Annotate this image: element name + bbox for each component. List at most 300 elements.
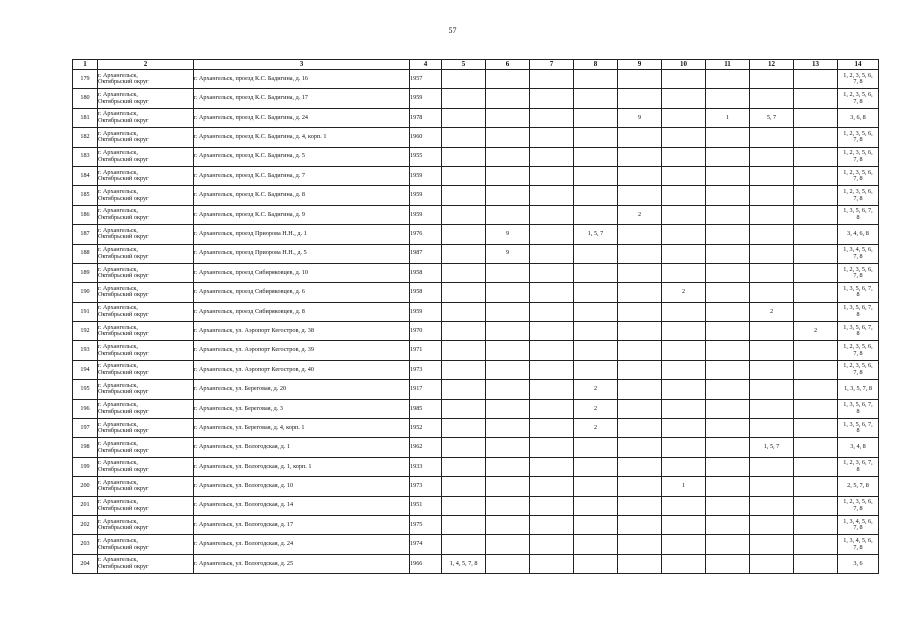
col10-cell: [662, 70, 706, 89]
year-cell: 1958: [410, 263, 442, 282]
col5-cell: [442, 360, 486, 379]
col11-cell: [706, 341, 750, 360]
col8-cell: 2: [574, 380, 618, 399]
district-cell: г. Архангельск, Октябрьский округ: [98, 554, 194, 573]
row-number: 204: [73, 554, 98, 573]
table-row: [73, 322, 879, 341]
table-row: [73, 128, 879, 147]
table-row: [73, 70, 879, 89]
col5-cell: [442, 477, 486, 496]
row-number: 181: [73, 108, 98, 127]
col5-cell: [442, 108, 486, 127]
col7-cell: [530, 419, 574, 438]
col11-cell: [706, 399, 750, 418]
row-number: 183: [73, 147, 98, 166]
col8-cell: [574, 186, 618, 205]
column-header-1: 1: [73, 60, 98, 70]
page-number: 57: [448, 26, 457, 35]
year-cell: 1973: [410, 360, 442, 379]
col10-cell: [662, 380, 706, 399]
col9-cell: [618, 399, 662, 418]
col7-cell: [530, 186, 574, 205]
col14-cell: 3, 4, 6, 8: [838, 225, 879, 244]
year-cell: 1976: [410, 225, 442, 244]
column-header-14: 14: [838, 60, 879, 70]
col6-cell: [486, 457, 530, 476]
row-number: 180: [73, 89, 98, 108]
district-cell: г. Архангельск, Октябрьский округ: [98, 380, 194, 399]
row-number: 196: [73, 399, 98, 418]
year-cell: 1951: [410, 496, 442, 515]
col13-cell: [794, 186, 838, 205]
address-cell: г. Архангельск, проезд К.С. Бадигина, д. 8: [194, 186, 410, 205]
col14-cell: 1, 3, 5, 6, 7, 8: [838, 302, 879, 321]
col5-cell: 1, 4, 5, 7, 8: [442, 554, 486, 573]
col6-cell: [486, 186, 530, 205]
column-header-8: 8: [574, 60, 618, 70]
district-cell: г. Архангельск, Октябрьский округ: [98, 70, 194, 89]
row-number: 199: [73, 457, 98, 476]
col8-cell: 1, 5, 7: [574, 225, 618, 244]
col5-cell: [442, 166, 486, 185]
table-row: [73, 302, 879, 321]
col8-cell: [574, 341, 618, 360]
col9-cell: [618, 322, 662, 341]
district-cell: г. Архангельск, Октябрьский округ: [98, 535, 194, 554]
table-row: [73, 419, 879, 438]
col7-cell: [530, 166, 574, 185]
col8-cell: [574, 554, 618, 573]
col5-cell: [442, 128, 486, 147]
col8-cell: 2: [574, 419, 618, 438]
col8-cell: [574, 108, 618, 127]
col6-cell: [486, 322, 530, 341]
col7-cell: [530, 496, 574, 515]
col13-cell: [794, 128, 838, 147]
col11-cell: [706, 535, 750, 554]
col12-cell: [750, 225, 794, 244]
row-number: 186: [73, 205, 98, 224]
table-row: [73, 166, 879, 185]
col7-cell: [530, 322, 574, 341]
col12-cell: [750, 341, 794, 360]
district-cell: г. Архангельск, Октябрьский округ: [98, 205, 194, 224]
district-cell: г. Архангельск, Октябрьский округ: [98, 399, 194, 418]
col9-cell: [618, 515, 662, 534]
district-cell: г. Архангельск, Октябрьский округ: [98, 341, 194, 360]
address-cell: г. Архангельск, проезд К.С. Бадигина, д. 16: [194, 70, 410, 89]
col6-cell: [486, 283, 530, 302]
col6-cell: [486, 399, 530, 418]
address-cell: г. Архангельск, проезд Приорова Н.Н., д. 5: [194, 244, 410, 263]
address-cell: г. Архангельск, проезд К.С. Бадигина, д. 5: [194, 147, 410, 166]
row-number: 187: [73, 225, 98, 244]
col12-cell: [750, 205, 794, 224]
col11-cell: [706, 322, 750, 341]
col10-cell: [662, 554, 706, 573]
row-number: 191: [73, 302, 98, 321]
col6-cell: 9: [486, 244, 530, 263]
district-cell: г. Архангельск, Октябрьский округ: [98, 166, 194, 185]
col12-cell: [750, 535, 794, 554]
address-cell: г. Архангельск, ул. Вологодская, д. 10: [194, 477, 410, 496]
col13-cell: [794, 244, 838, 263]
row-number: 184: [73, 166, 98, 185]
col9-cell: [618, 360, 662, 379]
col8-cell: [574, 322, 618, 341]
district-cell: г. Архангельск, Октябрьский округ: [98, 263, 194, 282]
row-number: 190: [73, 283, 98, 302]
table-row: [73, 360, 879, 379]
district-cell: г. Архангельск, Октябрьский округ: [98, 283, 194, 302]
col11-cell: [706, 515, 750, 534]
table-row: [73, 108, 879, 127]
year-cell: 1966: [410, 554, 442, 573]
col6-cell: [486, 70, 530, 89]
col10-cell: [662, 244, 706, 263]
col13-cell: [794, 166, 838, 185]
column-header-11: 11: [706, 60, 750, 70]
col11-cell: [706, 496, 750, 515]
row-number: 202: [73, 515, 98, 534]
col9-cell: [618, 419, 662, 438]
col5-cell: [442, 283, 486, 302]
col10-cell: 2: [662, 283, 706, 302]
year-cell: 1959: [410, 186, 442, 205]
col7-cell: [530, 147, 574, 166]
col8-cell: [574, 302, 618, 321]
district-cell: г. Архангельск, Октябрьский округ: [98, 322, 194, 341]
col13-cell: [794, 205, 838, 224]
col5-cell: [442, 70, 486, 89]
col9-cell: [618, 244, 662, 263]
col10-cell: [662, 322, 706, 341]
col8-cell: [574, 457, 618, 476]
col7-cell: [530, 244, 574, 263]
col14-cell: 1, 2, 3, 5, 6, 7, 8: [838, 70, 879, 89]
col7-cell: [530, 515, 574, 534]
table-row: [73, 244, 879, 263]
col5-cell: [442, 205, 486, 224]
col5-cell: [442, 147, 486, 166]
col11-cell: [706, 70, 750, 89]
col6-cell: [486, 302, 530, 321]
col5-cell: [442, 263, 486, 282]
col8-cell: [574, 515, 618, 534]
col14-cell: 1, 2, 3, 5, 6, 7, 8: [838, 147, 879, 166]
col7-cell: [530, 477, 574, 496]
col12-cell: [750, 322, 794, 341]
col9-cell: [618, 380, 662, 399]
col7-cell: [530, 554, 574, 573]
district-cell: г. Архангельск, Октябрьский округ: [98, 302, 194, 321]
col12-cell: [750, 70, 794, 89]
district-cell: г. Архангельск, Октябрьский округ: [98, 457, 194, 476]
col6-cell: [486, 341, 530, 360]
district-cell: г. Архангельск, Октябрьский округ: [98, 147, 194, 166]
column-header-2: 2: [98, 60, 194, 70]
col9-cell: [618, 89, 662, 108]
col5-cell: [442, 457, 486, 476]
col14-cell: 1, 3, 4, 5, 6, 7, 8: [838, 244, 879, 263]
register-table: [72, 59, 879, 574]
row-number: 195: [73, 380, 98, 399]
row-number: 182: [73, 128, 98, 147]
table-row: [73, 283, 879, 302]
district-cell: г. Архангельск, Октябрьский округ: [98, 438, 194, 457]
col5-cell: [442, 186, 486, 205]
col10-cell: [662, 186, 706, 205]
col7-cell: [530, 89, 574, 108]
col5-cell: [442, 496, 486, 515]
col10-cell: [662, 225, 706, 244]
col6-cell: [486, 477, 530, 496]
col5-cell: [442, 225, 486, 244]
col7-cell: [530, 438, 574, 457]
col8-cell: [574, 244, 618, 263]
address-cell: г. Архангельск, ул. Вологодская, д. 24: [194, 535, 410, 554]
year-cell: 1978: [410, 108, 442, 127]
col11-cell: [706, 477, 750, 496]
col5-cell: [442, 515, 486, 534]
col12-cell: [750, 399, 794, 418]
col14-cell: 1, 2, 3, 5, 6, 7, 8: [838, 186, 879, 205]
row-number: 203: [73, 535, 98, 554]
col9-cell: [618, 70, 662, 89]
col9-cell: 9: [618, 108, 662, 127]
col10-cell: [662, 496, 706, 515]
col12-cell: [750, 554, 794, 573]
table-row: [73, 147, 879, 166]
col7-cell: [530, 302, 574, 321]
col13-cell: [794, 457, 838, 476]
col12-cell: [750, 419, 794, 438]
col10-cell: [662, 108, 706, 127]
col12-cell: [750, 477, 794, 496]
col5-cell: [442, 438, 486, 457]
col9-cell: [618, 166, 662, 185]
col5-cell: [442, 419, 486, 438]
col10-cell: [662, 302, 706, 321]
col7-cell: [530, 457, 574, 476]
address-cell: г. Архангельск, ул. Аэропорт Кегостров, д. 39: [194, 341, 410, 360]
col11-cell: [706, 244, 750, 263]
col13-cell: [794, 380, 838, 399]
col11-cell: [706, 225, 750, 244]
col6-cell: [486, 419, 530, 438]
col7-cell: [530, 128, 574, 147]
table-row: [73, 477, 879, 496]
year-cell: 1955: [410, 147, 442, 166]
district-cell: г. Архангельск, Октябрьский округ: [98, 186, 194, 205]
year-cell: 1974: [410, 535, 442, 554]
col7-cell: [530, 399, 574, 418]
column-header-7: 7: [530, 60, 574, 70]
address-cell: г. Архангельск, ул. Береговая, д. 3: [194, 399, 410, 418]
col6-cell: [486, 554, 530, 573]
address-cell: г. Архангельск, проезд Сибиряковцев, д. 6: [194, 283, 410, 302]
col9-cell: [618, 496, 662, 515]
col12-cell: [750, 186, 794, 205]
col10-cell: [662, 457, 706, 476]
col10-cell: [662, 89, 706, 108]
column-header-5: 5: [442, 60, 486, 70]
col13-cell: [794, 283, 838, 302]
col9-cell: [618, 283, 662, 302]
col8-cell: [574, 263, 618, 282]
col6-cell: [486, 205, 530, 224]
col13-cell: [794, 554, 838, 573]
col14-cell: 1, 3, 5, 6, 7, 8: [838, 205, 879, 224]
col8-cell: [574, 496, 618, 515]
col5-cell: [442, 535, 486, 554]
year-cell: 1933: [410, 457, 442, 476]
column-header-4: 4: [410, 60, 442, 70]
col11-cell: [706, 283, 750, 302]
col6-cell: [486, 147, 530, 166]
col7-cell: [530, 263, 574, 282]
col12-cell: [750, 128, 794, 147]
row-number: 201: [73, 496, 98, 515]
col14-cell: 1, 3, 4, 5, 6, 7, 8: [838, 535, 879, 554]
column-header-10: 10: [662, 60, 706, 70]
district-cell: г. Архангельск, Октябрьский округ: [98, 108, 194, 127]
year-cell: 1952: [410, 419, 442, 438]
address-cell: г. Архангельск, проезд Сибиряковцев, д. 8: [194, 302, 410, 321]
col5-cell: [442, 341, 486, 360]
table-row: [73, 205, 879, 224]
col12-cell: [750, 89, 794, 108]
col14-cell: 1, 2, 3, 5, 6, 7, 8: [838, 360, 879, 379]
col9-cell: [618, 186, 662, 205]
col14-cell: 3, 6, 8: [838, 108, 879, 127]
row-number: 188: [73, 244, 98, 263]
col13-cell: [794, 70, 838, 89]
col9-cell: [618, 457, 662, 476]
col8-cell: [574, 205, 618, 224]
col12-cell: [750, 457, 794, 476]
column-header-9: 9: [618, 60, 662, 70]
address-cell: г. Архангельск, проезд Приорова Н.Н., д. 1: [194, 225, 410, 244]
col11-cell: [706, 554, 750, 573]
col13-cell: [794, 515, 838, 534]
col5-cell: [442, 89, 486, 108]
col12-cell: [750, 263, 794, 282]
col12-cell: [750, 515, 794, 534]
col10-cell: [662, 419, 706, 438]
address-cell: г. Архангельск, ул. Вологодская, д. 25: [194, 554, 410, 573]
address-cell: г. Архангельск, проезд К.С. Бадигина, д. 17: [194, 89, 410, 108]
col6-cell: [486, 515, 530, 534]
col6-cell: 9: [486, 225, 530, 244]
col7-cell: [530, 205, 574, 224]
col10-cell: [662, 535, 706, 554]
col7-cell: [530, 70, 574, 89]
year-cell: 1970: [410, 322, 442, 341]
col6-cell: [486, 128, 530, 147]
col5-cell: [442, 302, 486, 321]
year-cell: 1959: [410, 89, 442, 108]
col14-cell: 1, 3, 5, 6, 7, 8: [838, 322, 879, 341]
district-cell: г. Архангельск, Октябрьский округ: [98, 89, 194, 108]
col6-cell: [486, 496, 530, 515]
row-number: 179: [73, 70, 98, 89]
col8-cell: 2: [574, 399, 618, 418]
col7-cell: [530, 380, 574, 399]
address-cell: г. Архангельск, ул. Вологодская, д. 14: [194, 496, 410, 515]
table-row: [73, 89, 879, 108]
col13-cell: [794, 89, 838, 108]
col11-cell: [706, 166, 750, 185]
year-cell: 1957: [410, 70, 442, 89]
district-cell: г. Архангельск, Октябрьский округ: [98, 225, 194, 244]
col9-cell: [618, 535, 662, 554]
table-row: [73, 186, 879, 205]
address-cell: г. Архангельск, проезд Сибиряковцев, д. 10: [194, 263, 410, 282]
table-row: [73, 341, 879, 360]
col13-cell: [794, 263, 838, 282]
col14-cell: 1, 2, 3, 5, 6, 7, 8: [838, 166, 879, 185]
district-cell: г. Архангельск, Октябрьский округ: [98, 496, 194, 515]
col13-cell: [794, 108, 838, 127]
col7-cell: [530, 225, 574, 244]
address-cell: г. Архангельск, ул. Аэропорт Кегостров, д. 38: [194, 322, 410, 341]
col7-cell: [530, 283, 574, 302]
col10-cell: [662, 515, 706, 534]
col8-cell: [574, 128, 618, 147]
address-cell: г. Архангельск, проезд К.С. Бадигина, д. 4, корп. 1: [194, 128, 410, 147]
year-cell: 1962: [410, 438, 442, 457]
year-cell: 1985: [410, 399, 442, 418]
year-cell: 1959: [410, 205, 442, 224]
col13-cell: [794, 535, 838, 554]
col10-cell: [662, 341, 706, 360]
col14-cell: 3, 6: [838, 554, 879, 573]
year-cell: 1973: [410, 477, 442, 496]
column-header-12: 12: [750, 60, 794, 70]
col14-cell: 1, 2, 3, 5, 6, 7, 8: [838, 341, 879, 360]
col6-cell: [486, 108, 530, 127]
col12-cell: [750, 380, 794, 399]
table-row: [73, 496, 879, 515]
col13-cell: 2: [794, 322, 838, 341]
row-number: 189: [73, 263, 98, 282]
col14-cell: 1, 2, 3, 5, 6, 7, 8: [838, 89, 879, 108]
address-cell: г. Архангельск, проезд К.С. Бадигина, д. 24: [194, 108, 410, 127]
row-number: 198: [73, 438, 98, 457]
col7-cell: [530, 360, 574, 379]
col8-cell: [574, 535, 618, 554]
col13-cell: [794, 399, 838, 418]
address-cell: г. Архангельск, ул. Вологодская, д. 1, корп. 1: [194, 457, 410, 476]
col11-cell: [706, 419, 750, 438]
column-header-6: 6: [486, 60, 530, 70]
col12-cell: [750, 244, 794, 263]
col10-cell: [662, 205, 706, 224]
col12-cell: 1, 5, 7: [750, 438, 794, 457]
col7-cell: [530, 535, 574, 554]
col14-cell: 1, 2, 3, 6, 7, 8: [838, 457, 879, 476]
table-row: [73, 263, 879, 282]
col12-cell: 2: [750, 302, 794, 321]
column-header-3: 3: [194, 60, 410, 70]
col8-cell: [574, 283, 618, 302]
address-cell: г. Архангельск, ул. Вологодская, д. 1: [194, 438, 410, 457]
column-header-13: 13: [794, 60, 838, 70]
district-cell: г. Архангельск, Октябрьский округ: [98, 128, 194, 147]
col10-cell: [662, 128, 706, 147]
col9-cell: [618, 341, 662, 360]
